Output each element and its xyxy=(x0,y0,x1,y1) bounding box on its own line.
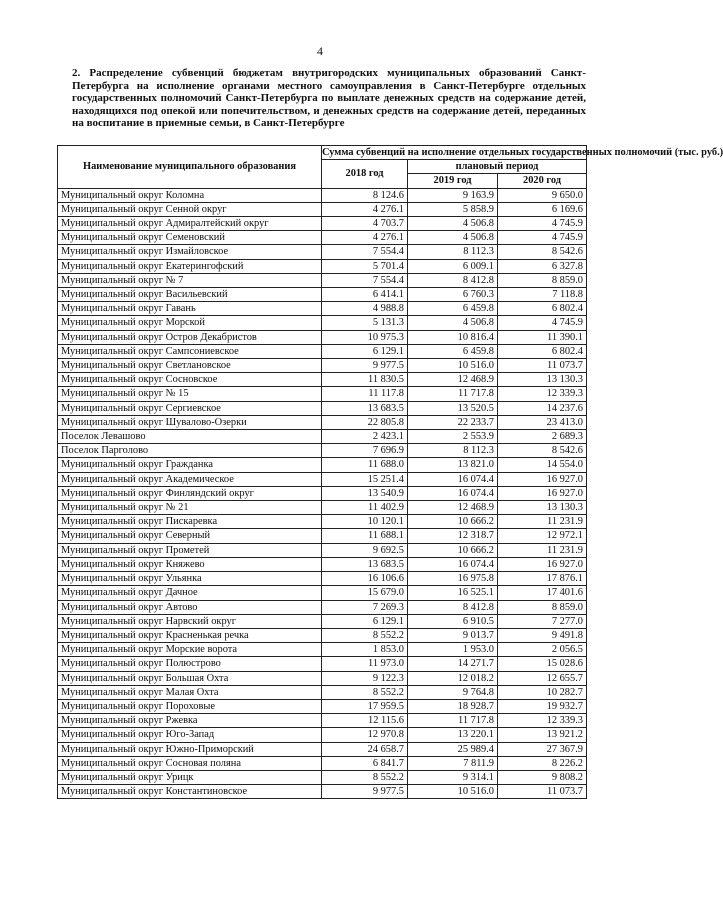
cell-name: Муниципальный округ Сенной округ xyxy=(58,202,322,216)
cell-2019: 2 553.9 xyxy=(408,430,498,444)
cell-2020: 8 226.2 xyxy=(498,756,587,770)
cell-2019: 6 910.5 xyxy=(408,614,498,628)
header-2020: 2020 год xyxy=(498,174,587,188)
cell-2018: 17 959.5 xyxy=(322,699,408,713)
cell-2020: 13 921.2 xyxy=(498,728,587,742)
cell-2019: 8 412.8 xyxy=(408,600,498,614)
cell-2019: 9 163.9 xyxy=(408,188,498,202)
cell-2019: 12 018.2 xyxy=(408,671,498,685)
table-row xyxy=(58,685,587,699)
cell-2020: 11 073.7 xyxy=(498,785,587,799)
cell-2019: 10 516.0 xyxy=(408,785,498,799)
table-row xyxy=(58,302,587,316)
cell-2020: 8 542.6 xyxy=(498,245,587,259)
table-row xyxy=(58,430,587,444)
cell-2020: 6 802.4 xyxy=(498,344,587,358)
cell-2020: 12 339.3 xyxy=(498,387,587,401)
cell-2020: 16 927.0 xyxy=(498,557,587,571)
cell-2019: 22 233.7 xyxy=(408,415,498,429)
cell-name: Муниципальный округ Шувалово-Озерки xyxy=(58,415,322,429)
cell-2018: 10 975.3 xyxy=(322,330,408,344)
cell-name: Поселок Левашово xyxy=(58,430,322,444)
cell-2020: 17 876.1 xyxy=(498,572,587,586)
cell-name: Муниципальный округ Морские ворота xyxy=(58,643,322,657)
cell-2019: 4 506.8 xyxy=(408,217,498,231)
cell-2020: 6 802.4 xyxy=(498,302,587,316)
table-row xyxy=(58,586,587,600)
cell-2018: 2 423.1 xyxy=(322,430,408,444)
table-row xyxy=(58,614,587,628)
cell-2018: 12 115.6 xyxy=(322,714,408,728)
cell-2019: 6 459.8 xyxy=(408,344,498,358)
cell-2018: 4 276.1 xyxy=(322,202,408,216)
table-row xyxy=(58,458,587,472)
cell-2018: 9 692.5 xyxy=(322,543,408,557)
cell-name: Муниципальный округ Нарвский округ xyxy=(58,614,322,628)
cell-2020: 27 367.9 xyxy=(498,742,587,756)
table-row xyxy=(58,671,587,685)
table-row xyxy=(58,572,587,586)
cell-2019: 25 989.4 xyxy=(408,742,498,756)
cell-name: Муниципальный округ Константиновское xyxy=(58,785,322,799)
cell-2020: 11 390.1 xyxy=(498,330,587,344)
table-row xyxy=(58,714,587,728)
cell-2020: 4 745.9 xyxy=(498,231,587,245)
cell-name: Муниципальный округ Гражданка xyxy=(58,458,322,472)
cell-2018: 11 688.1 xyxy=(322,529,408,543)
cell-2018: 5 701.4 xyxy=(322,259,408,273)
table-row xyxy=(58,217,587,231)
page-number: 4 xyxy=(317,44,323,58)
cell-2019: 16 074.4 xyxy=(408,557,498,571)
table-row xyxy=(58,444,587,458)
cell-name: Муниципальный округ Екатерингофский xyxy=(58,259,322,273)
cell-name: Муниципальный округ Большая Охта xyxy=(58,671,322,685)
cell-2020: 11 231.9 xyxy=(498,543,587,557)
cell-2019: 4 506.8 xyxy=(408,231,498,245)
cell-name: Муниципальный округ Адмиралтейский округ xyxy=(58,217,322,231)
table-row xyxy=(58,188,587,202)
cell-2020: 7 277.0 xyxy=(498,614,587,628)
cell-2020: 16 927.0 xyxy=(498,486,587,500)
cell-2020: 8 542.6 xyxy=(498,444,587,458)
cell-name: Муниципальный округ Ржевка xyxy=(58,714,322,728)
cell-2018: 11 973.0 xyxy=(322,657,408,671)
cell-name: Муниципальный округ Ульянка xyxy=(58,572,322,586)
cell-2020: 8 859.0 xyxy=(498,600,587,614)
cell-2019: 11 717.8 xyxy=(408,387,498,401)
table-row xyxy=(58,742,587,756)
table-row xyxy=(58,316,587,330)
cell-2018: 8 124.6 xyxy=(322,188,408,202)
table-row xyxy=(58,643,587,657)
cell-2018: 12 970.8 xyxy=(322,728,408,742)
cell-name: Поселок Парголово xyxy=(58,444,322,458)
cell-2019: 18 928.7 xyxy=(408,699,498,713)
table-row xyxy=(58,785,587,799)
cell-2018: 8 552.2 xyxy=(322,685,408,699)
table-row xyxy=(58,359,587,373)
cell-2019: 6 459.8 xyxy=(408,302,498,316)
cell-2018: 7 554.4 xyxy=(322,245,408,259)
cell-name: Муниципальный округ Малая Охта xyxy=(58,685,322,699)
cell-2019: 13 821.0 xyxy=(408,458,498,472)
cell-2020: 11 231.9 xyxy=(498,515,587,529)
cell-2020: 11 073.7 xyxy=(498,359,587,373)
cell-2018: 11 402.9 xyxy=(322,501,408,515)
cell-2018: 8 552.2 xyxy=(322,628,408,642)
cell-2018: 9 977.5 xyxy=(322,785,408,799)
cell-2020: 6 169.6 xyxy=(498,202,587,216)
cell-2018: 5 131.3 xyxy=(322,316,408,330)
header-name: Наименование муниципального образования xyxy=(58,146,322,189)
table-row xyxy=(58,202,587,216)
cell-2020: 4 745.9 xyxy=(498,316,587,330)
cell-2019: 12 468.9 xyxy=(408,373,498,387)
cell-name: Муниципальный округ Финляндский округ xyxy=(58,486,322,500)
cell-2020: 14 554.0 xyxy=(498,458,587,472)
table-row xyxy=(58,657,587,671)
cell-name: Муниципальный округ Сосновское xyxy=(58,373,322,387)
cell-2020: 13 130.3 xyxy=(498,501,587,515)
cell-name: Муниципальный округ Княжево xyxy=(58,557,322,571)
cell-2018: 11 117.8 xyxy=(322,387,408,401)
cell-2018: 7 696.9 xyxy=(322,444,408,458)
cell-2019: 9 764.8 xyxy=(408,685,498,699)
cell-2019: 10 816.4 xyxy=(408,330,498,344)
cell-2020: 19 932.7 xyxy=(498,699,587,713)
cell-name: Муниципальный округ № 15 xyxy=(58,387,322,401)
cell-2018: 7 554.4 xyxy=(322,273,408,287)
cell-name: Муниципальный округ Остров Декабристов xyxy=(58,330,322,344)
cell-2019: 16 074.4 xyxy=(408,486,498,500)
table-row xyxy=(58,628,587,642)
cell-2018: 9 977.5 xyxy=(322,359,408,373)
cell-name: Муниципальный округ № 21 xyxy=(58,501,322,515)
cell-name: Муниципальный округ Красненькая речка xyxy=(58,628,322,642)
cell-2019: 6 009.1 xyxy=(408,259,498,273)
cell-2018: 6 129.1 xyxy=(322,344,408,358)
cell-2019: 14 271.7 xyxy=(408,657,498,671)
cell-2019: 6 760.3 xyxy=(408,288,498,302)
cell-2018: 6 841.7 xyxy=(322,756,408,770)
cell-2020: 2 056.5 xyxy=(498,643,587,657)
cell-2018: 6 414.1 xyxy=(322,288,408,302)
cell-name: Муниципальный округ Васильевский xyxy=(58,288,322,302)
cell-name: Муниципальный округ Урицк xyxy=(58,770,322,784)
section-heading: 2. Распределение субвенций бюджетам внутригородских муниципальных образований Санкт-Петербурга на исполнение органами местного самоуправления в Санкт-Петербурге отдельных государственных полномочий Санкт-Петербурга по выплате денежных средств на содержание детей, находящихся под опекой или попечительством, и денежных средств на содержание детей, переданных на воспитание в приемные семьи, в Санкт-Петербурге xyxy=(72,67,586,129)
table-row xyxy=(58,486,587,500)
cell-2019: 10 666.2 xyxy=(408,515,498,529)
cell-2018: 4 276.1 xyxy=(322,231,408,245)
cell-name: Муниципальный округ № 7 xyxy=(58,273,322,287)
cell-2020: 17 401.6 xyxy=(498,586,587,600)
cell-name: Муниципальный округ Дачное xyxy=(58,586,322,600)
cell-2019: 12 318.7 xyxy=(408,529,498,543)
cell-2020: 13 130.3 xyxy=(498,373,587,387)
cell-2019: 13 220.1 xyxy=(408,728,498,742)
cell-name: Муниципальный округ Морской xyxy=(58,316,322,330)
cell-2020: 15 028.6 xyxy=(498,657,587,671)
table-row xyxy=(58,401,587,415)
cell-2019: 9 314.1 xyxy=(408,770,498,784)
cell-name: Муниципальный округ Светлановское xyxy=(58,359,322,373)
cell-name: Муниципальный округ Полюстрово xyxy=(58,657,322,671)
cell-2018: 15 251.4 xyxy=(322,472,408,486)
table-row xyxy=(58,515,587,529)
cell-2018: 13 683.5 xyxy=(322,401,408,415)
cell-name: Муниципальный округ Сампсониевское xyxy=(58,344,322,358)
cell-name: Муниципальный округ Коломна xyxy=(58,188,322,202)
header-2018: 2018 год xyxy=(322,160,408,188)
cell-2020: 9 650.0 xyxy=(498,188,587,202)
cell-2018: 16 106.6 xyxy=(322,572,408,586)
cell-2018: 7 269.3 xyxy=(322,600,408,614)
table-row xyxy=(58,472,587,486)
cell-2018: 1 853.0 xyxy=(322,643,408,657)
cell-2020: 8 859.0 xyxy=(498,273,587,287)
cell-name: Муниципальный округ Автово xyxy=(58,600,322,614)
table-row xyxy=(58,415,587,429)
table-row xyxy=(58,770,587,784)
cell-name: Муниципальный округ Академическое xyxy=(58,472,322,486)
cell-2020: 7 118.8 xyxy=(498,288,587,302)
table-row xyxy=(58,699,587,713)
cell-2020: 16 927.0 xyxy=(498,472,587,486)
cell-2018: 15 679.0 xyxy=(322,586,408,600)
subsidy-table xyxy=(57,145,723,799)
cell-2019: 10 516.0 xyxy=(408,359,498,373)
cell-2020: 4 745.9 xyxy=(498,217,587,231)
cell-2018: 9 122.3 xyxy=(322,671,408,685)
table-row xyxy=(58,543,587,557)
cell-2019: 8 112.3 xyxy=(408,245,498,259)
cell-2019: 1 953.0 xyxy=(408,643,498,657)
table-row xyxy=(58,330,587,344)
cell-name: Муниципальный округ Юго-Запад xyxy=(58,728,322,742)
cell-2018: 22 805.8 xyxy=(322,415,408,429)
table-row xyxy=(58,557,587,571)
cell-2019: 10 666.2 xyxy=(408,543,498,557)
cell-2020: 12 339.3 xyxy=(498,714,587,728)
cell-2018: 8 552.2 xyxy=(322,770,408,784)
cell-2018: 24 658.7 xyxy=(322,742,408,756)
cell-name: Муниципальный округ Сосновая поляна xyxy=(58,756,322,770)
cell-2018: 13 683.5 xyxy=(322,557,408,571)
table-row xyxy=(58,387,587,401)
cell-name: Муниципальный округ Измайловское xyxy=(58,245,322,259)
cell-2018: 4 703.7 xyxy=(322,217,408,231)
cell-2018: 11 688.0 xyxy=(322,458,408,472)
cell-2019: 16 074.4 xyxy=(408,472,498,486)
cell-name: Муниципальный округ Семеновский xyxy=(58,231,322,245)
table-row xyxy=(58,728,587,742)
cell-2019: 16 975.8 xyxy=(408,572,498,586)
cell-2020: 9 808.2 xyxy=(498,770,587,784)
table-row xyxy=(58,600,587,614)
cell-2019: 7 811.9 xyxy=(408,756,498,770)
cell-name: Муниципальный округ Северный xyxy=(58,529,322,543)
table-row xyxy=(58,501,587,515)
cell-name: Муниципальный округ Пороховые xyxy=(58,699,322,713)
cell-name: Муниципальный округ Южно-Приморский xyxy=(58,742,322,756)
cell-2020: 23 413.0 xyxy=(498,415,587,429)
cell-2019: 16 525.1 xyxy=(408,586,498,600)
table-row xyxy=(58,259,587,273)
cell-2019: 8 112.3 xyxy=(408,444,498,458)
cell-2019: 4 506.8 xyxy=(408,316,498,330)
header-planned-period: плановый период xyxy=(408,160,587,174)
cell-2019: 5 858.9 xyxy=(408,202,498,216)
cell-name: Муниципальный округ Сергиевское xyxy=(58,401,322,415)
header-sum: Сумма субвенций на исполнение отдельных государственных полномочий (тыс. руб.) xyxy=(322,147,723,158)
cell-name: Муниципальный округ Прометей xyxy=(58,543,322,557)
cell-2019: 11 717.8 xyxy=(408,714,498,728)
cell-2019: 13 520.5 xyxy=(408,401,498,415)
table-row xyxy=(58,288,587,302)
cell-2018: 4 988.8 xyxy=(322,302,408,316)
table-row xyxy=(58,231,587,245)
cell-2018: 13 540.9 xyxy=(322,486,408,500)
cell-2020: 12 972.1 xyxy=(498,529,587,543)
cell-2019: 8 412.8 xyxy=(408,273,498,287)
table-row xyxy=(58,373,587,387)
cell-2018: 10 120.1 xyxy=(322,515,408,529)
table-row xyxy=(58,273,587,287)
cell-2020: 9 491.8 xyxy=(498,628,587,642)
cell-2020: 2 689.3 xyxy=(498,430,587,444)
table-row xyxy=(58,756,587,770)
header-2019: 2019 год xyxy=(408,174,498,188)
table-row xyxy=(58,529,587,543)
cell-name: Муниципальный округ Гавань xyxy=(58,302,322,316)
cell-2020: 10 282.7 xyxy=(498,685,587,699)
cell-2019: 12 468.9 xyxy=(408,501,498,515)
cell-2018: 6 129.1 xyxy=(322,614,408,628)
cell-2019: 9 013.7 xyxy=(408,628,498,642)
cell-2020: 14 237.6 xyxy=(498,401,587,415)
table-row xyxy=(58,344,587,358)
table-row xyxy=(58,245,587,259)
cell-name: Муниципальный округ Пискаревка xyxy=(58,515,322,529)
cell-2020: 12 655.7 xyxy=(498,671,587,685)
cell-2018: 11 830.5 xyxy=(322,373,408,387)
cell-2020: 6 327.8 xyxy=(498,259,587,273)
